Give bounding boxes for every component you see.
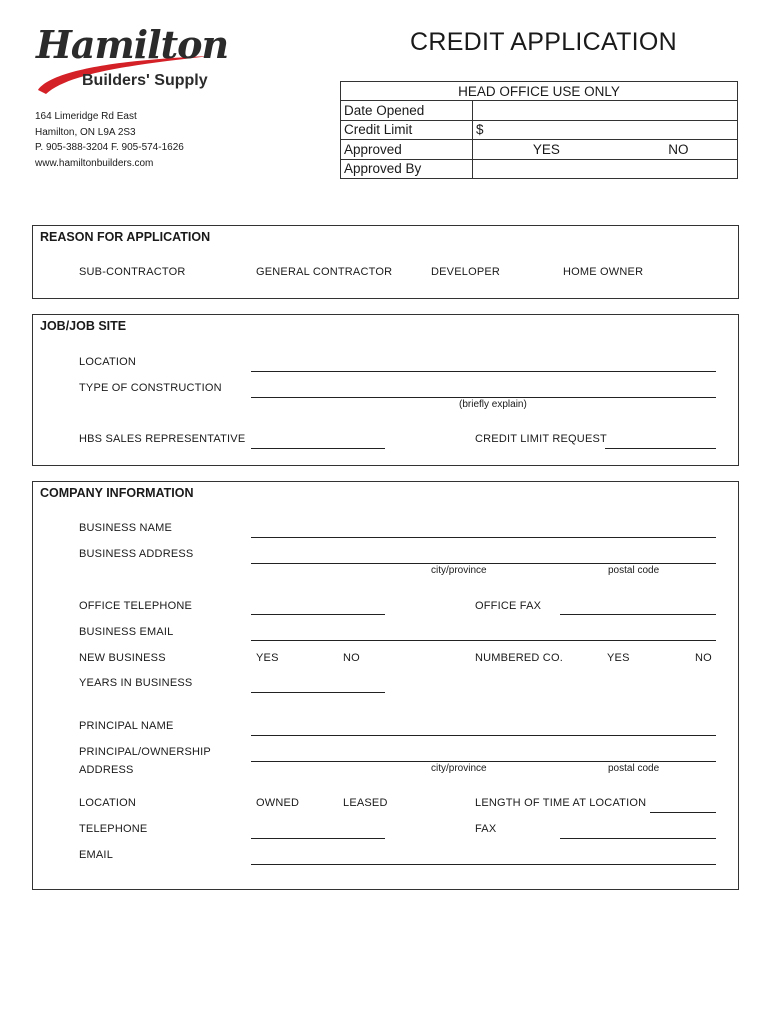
business-address-label: BUSINESS ADDRESS bbox=[79, 548, 194, 560]
city-province-hint: city/province bbox=[431, 565, 487, 576]
briefly-explain-hint: (briefly explain) bbox=[459, 399, 527, 410]
office-telephone-label: OFFICE TELEPHONE bbox=[79, 600, 193, 612]
business-email-field[interactable] bbox=[251, 640, 716, 641]
logo-tagline: Builders' Supply bbox=[82, 72, 208, 89]
principal-name-field[interactable] bbox=[251, 735, 716, 736]
new-business-label: NEW BUSINESS bbox=[79, 652, 166, 664]
office-telephone-field[interactable] bbox=[251, 614, 385, 615]
city-province-hint: city/province bbox=[431, 763, 487, 774]
head-office-table bbox=[340, 81, 738, 179]
currency-symbol: $ bbox=[476, 122, 484, 138]
location-owned[interactable]: OWNED bbox=[256, 797, 300, 809]
job-title: JOB/JOB SITE bbox=[40, 319, 127, 333]
telephone-field[interactable] bbox=[251, 838, 385, 839]
business-name-field[interactable] bbox=[251, 537, 716, 538]
email-field[interactable] bbox=[251, 864, 716, 865]
principal-address-field[interactable] bbox=[251, 761, 716, 762]
option-developer[interactable]: DEVELOPER bbox=[431, 266, 501, 278]
sales-rep-field[interactable] bbox=[251, 448, 385, 449]
email-label: EMAIL bbox=[79, 849, 114, 861]
location-leased[interactable]: LEASED bbox=[343, 797, 388, 809]
construction-type-label: TYPE OF CONSTRUCTION bbox=[79, 382, 222, 394]
new-business-yes[interactable]: YES bbox=[256, 652, 279, 664]
length-of-time-field[interactable] bbox=[650, 812, 716, 813]
approved-no[interactable]: NO bbox=[620, 140, 738, 159]
years-in-business-label: YEARS IN BUSINESS bbox=[79, 677, 193, 689]
numbered-co-yes[interactable]: YES bbox=[607, 652, 630, 664]
approved-yes[interactable]: YES bbox=[473, 140, 620, 159]
principal-address-label: PRINCIPAL/OWNERSHIP bbox=[79, 746, 211, 758]
business-name-label: BUSINESS NAME bbox=[79, 522, 173, 534]
principal-address-label-2: ADDRESS bbox=[79, 764, 134, 776]
credit-limit-label: Credit Limit bbox=[341, 120, 473, 139]
company-logo bbox=[30, 20, 229, 100]
postal-code-hint: postal code bbox=[608, 565, 660, 576]
principal-name-label: PRINCIPAL NAME bbox=[79, 720, 174, 732]
location-label: LOCATION bbox=[79, 797, 137, 809]
address-line: P. 905-388-3204 F. 905-574-1626 bbox=[35, 142, 184, 153]
office-fax-label: OFFICE FAX bbox=[475, 600, 542, 612]
credit-request-field[interactable] bbox=[605, 448, 716, 449]
approved-by-field[interactable] bbox=[473, 159, 738, 178]
business-address-field[interactable] bbox=[251, 563, 716, 564]
numbered-co-label: NUMBERED CO. bbox=[475, 652, 563, 664]
approved-label: Approved bbox=[341, 140, 473, 159]
business-email-label: BUSINESS EMAIL bbox=[79, 626, 174, 638]
construction-type-field[interactable] bbox=[251, 397, 716, 398]
address-line: www.hamiltonbuilders.com bbox=[35, 157, 154, 169]
page-title: CREDIT APPLICATION bbox=[410, 28, 678, 56]
new-business-no[interactable]: NO bbox=[343, 652, 360, 664]
reason-title: REASON FOR APPLICATION bbox=[40, 230, 211, 244]
job-location-field[interactable] bbox=[251, 371, 716, 372]
date-opened-field[interactable] bbox=[473, 101, 738, 120]
sales-rep-label: HBS SALES REPRESENTATIVE bbox=[79, 433, 246, 445]
logo-name: Hamilton bbox=[36, 22, 229, 67]
address-line: Hamilton, ON L9A 2S3 bbox=[35, 126, 136, 138]
reason-section bbox=[32, 225, 739, 299]
telephone-label: TELEPHONE bbox=[79, 823, 148, 835]
fax-field[interactable] bbox=[560, 838, 716, 839]
postal-code-hint: postal code bbox=[608, 763, 660, 774]
credit-request-label: CREDIT LIMIT REQUEST bbox=[475, 433, 607, 445]
office-fax-field[interactable] bbox=[560, 614, 716, 615]
company-address bbox=[35, 109, 184, 171]
length-of-time-label: LENGTH OF TIME AT LOCATION bbox=[475, 797, 647, 809]
years-in-business-field[interactable] bbox=[251, 692, 385, 693]
job-location-label: LOCATION bbox=[79, 356, 137, 368]
fax-label: FAX bbox=[475, 823, 497, 835]
approved-by-label: Approved By bbox=[341, 159, 473, 178]
company-title: COMPANY INFORMATION bbox=[40, 486, 194, 500]
numbered-co-no[interactable]: NO bbox=[695, 652, 712, 664]
job-section bbox=[32, 314, 739, 466]
credit-limit-field[interactable] bbox=[473, 120, 738, 139]
head-office-title: HEAD OFFICE USE ONLY bbox=[341, 82, 738, 101]
option-sub-contractor[interactable]: SUB-CONTRACTOR bbox=[79, 266, 186, 278]
option-home-owner[interactable]: HOME OWNER bbox=[563, 266, 644, 278]
company-section bbox=[32, 481, 739, 890]
date-opened-label: Date Opened bbox=[341, 101, 473, 120]
address-line: 164 Limeridge Rd East bbox=[35, 111, 137, 122]
option-general-contractor[interactable]: GENERAL CONTRACTOR bbox=[256, 266, 393, 278]
